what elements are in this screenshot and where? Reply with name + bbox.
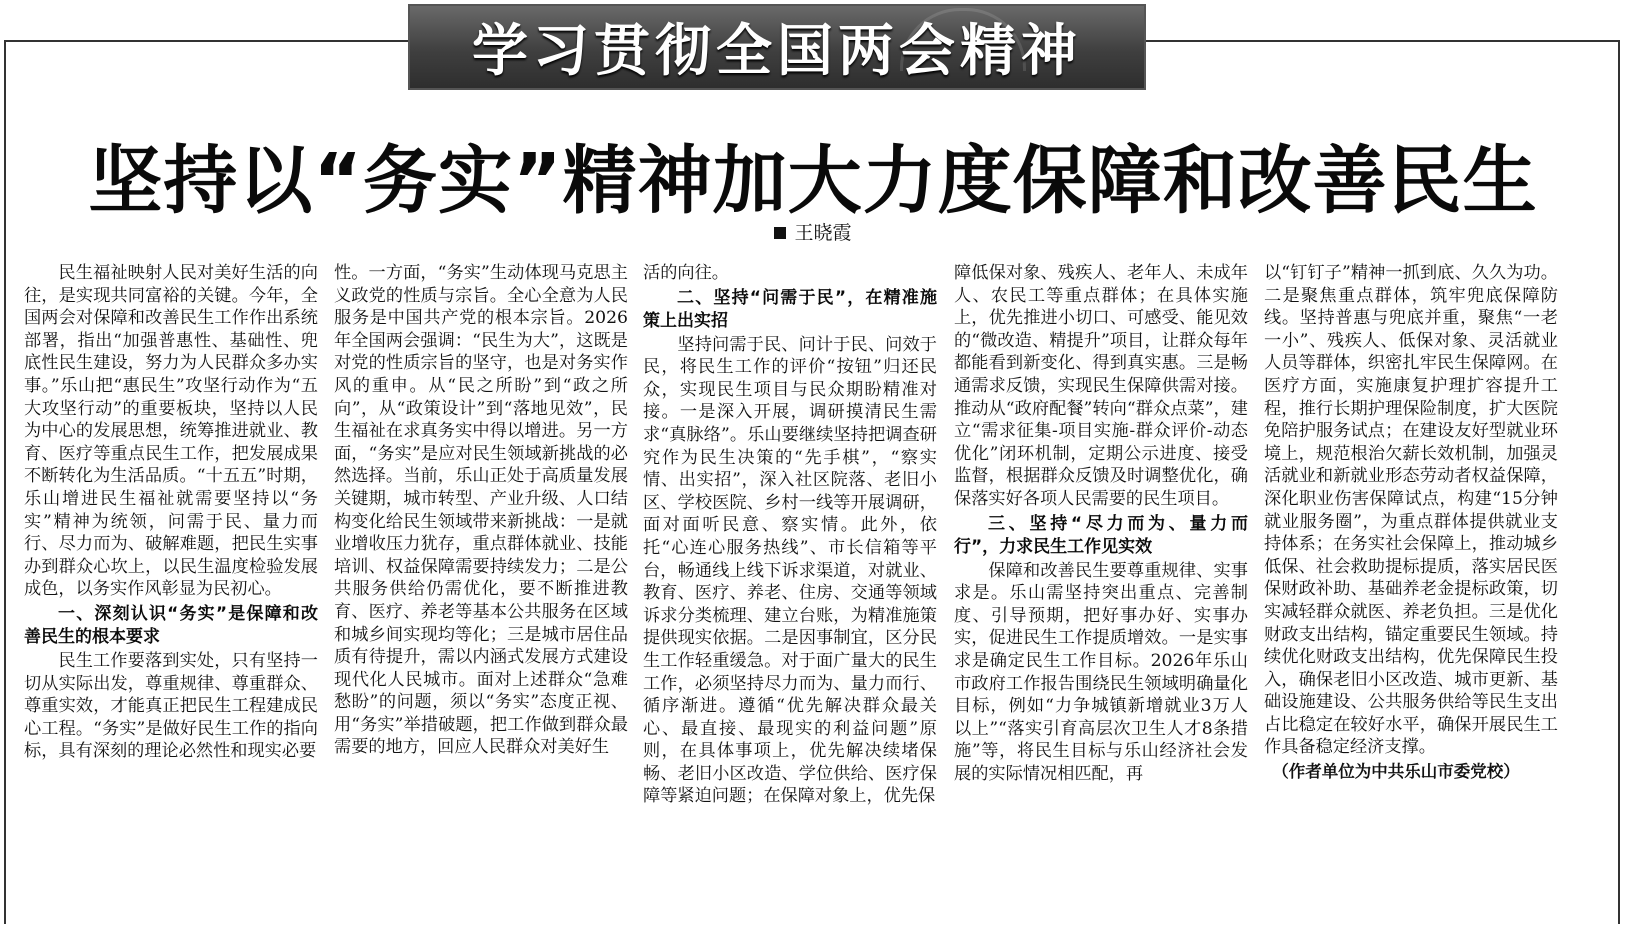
paragraph-continued: 性。一方面，“务实”生动体现马克思主义政党的性质与宗旨。全心全意为人民服务是中国共产党的根本宗旨。2026年全国两会强调：“民生为大”，这既是对党的性质宗旨的坚守，也是对务实作风的重申。从“民之所盼”到“政之所向”，从“政策设计”到“落地见效”，民生福祉在求真务实中得以增进。另一方面，“务实”是应对民生领域新挑战的必然选择。当前，乐山正处于高质量发展关键期，城市转型、产业升级、人口结构变化给民生领域带来新挑战：一是就业增收压力犹存，重点群体就业、技能培训、权益保障需要持续发力；二是公共服务供给仍需优化，要不断推进教育、医疗、养老等基本公共服务在区域和城乡间实现均等化；三是城市居住品质有待提升，需以内涵式发展方式建设现代化人民城市。面对上述群众“急难愁盼”的问题，须以“务实”态度正视、用“务实”举措破题，把工作做到群众最需要的地方，回应人民群众对美好生: [334, 263, 628, 758]
author-affiliation-note: （作者单位为中共乐山市委党校）: [1272, 762, 1520, 782]
byline: [0, 218, 1626, 245]
paragraph: 民生工作要落到实处，只有坚持一切从实际出发，尊重规律、尊重群众、尊重实效，才能真正把民生工程建成民心工程。“务实”是做好民生工作的指向标，具有深刻的理论必然性和现实必要: [24, 650, 318, 762]
section-heading: 一、深刻认识“务实”是保障和改善民生的根本要求: [24, 603, 318, 647]
article-column-3: [643, 262, 937, 902]
article-column-2: [334, 262, 628, 902]
article-column-5: [1264, 262, 1558, 902]
paragraph-continued: 障低保对象、残疾人、老年人、未成年人、农民工等重点群体；在具体实施上，优先推进小切口、可感受、能见效的“微改造、精提升”项目，让群众每年都能看到新变化、得到真实惠。三是畅通需求反馈，实现民生保障供需对接。推动从“政府配餐”转向“群众点菜”，建立“需求征集-项目实施-群众评价-动态优化”闭环机制，定期公示进度、接受监督，根据群众反馈及时调整优化，确保落实好各项人民需要的民生项目。: [954, 263, 1248, 509]
section-heading: 三、坚持“尽力而为、量力而行”，力求民生工作见实效: [954, 513, 1248, 557]
paragraph: 坚持问需于民、问计于民、问效于民，将民生工作的评价“按钮”归还民众，实现民生项目与民众期盼精准对接。一是深入开展，调研摸清民生需求“真脉络”。乐山要继续坚持把调查研究作为民生决策的“先手棋”，“察实情、出实招”，深入社区院落、老旧小区、学校医院、乡村一线等开展调研，面对面听民意、察实情。此外，依托“心连心服务热线”、市长信箱等平台，畅通线上线下诉求渠道，对就业、教育、医疗、养老、住房、交通等领域诉求分类梳理、建立台账，为精准施策提供现实依据。二是因事制宜，区分民生工作轻重缓急。对于面广量大的民生工作，必须坚持尽力而为、量力而行、循序渐进。遵循“优先解决群众最关心、最直接、最现实的利益问题”原则，在具体事项上，优先解决续堵保畅、老旧小区改造、学位供给、医疗保障等紧迫问题；在保障对象上，优先保: [643, 334, 937, 807]
article-headline: 坚持以“务实”精神加大力度保障和改善民生: [88, 138, 1538, 224]
section-banner: [408, 4, 1146, 90]
square-bullet-icon: [774, 227, 786, 239]
paragraph-continued: 以“钉钉子”精神一抓到底、久久为功。二是聚焦重点群体，筑牢兜底保障防线。坚持普惠与兜底并重，聚焦“一老一小”、残疾人、低保对象、灵活就业人员等群体，织密扎牢民生保障网。在医疗方面，实施康复护理扩容提升工程，推行长期护理保险制度，扩大医院免陪护服务试点；在建设友好型就业环境上，规范根治欠薪长效机制，加强灵活就业和新就业形态劳动者权益保障，深化职业伤害保障试点，构建“15分钟就业服务圈”，为重点群体提供就业支持体系；在务实社会保障上，推动城乡低保、社会救助提标提质，落实居民医保财政补助、基础养老金提标政策，切实减轻群众就医、养老负担。三是优化财政支出结构，锚定重要民生领域。持续优化财政支出结构，优先保障民生投入，确保老旧小区改造、城市更新、基础设施建设、公共服务供给等民生支出占比稳定在较好水平，确保开展民生工作具备稳定经济支撑。: [1264, 263, 1558, 758]
paragraph: 保障和改善民生要尊重规律、实事求是。乐山需坚持突出重点、完善制度、引导预期，把好事办好、实事办实，促进民生工作提质增效。一是实事求是确定民生工作目标。2026年乐山市政府工作报告围绕民生领域明确量化目标，例如“力争城镇新增就业3万人以上”“落实引育高层次卫生人才8条措施”等，将民生目标与乐山经济社会发展的实际情况相匹配，再: [954, 560, 1248, 784]
author-name: 王晓霞: [794, 222, 852, 244]
section-heading: 二、坚持“问需于民”，在精准施策上出实招: [643, 287, 937, 331]
banner-title: 学习贯彻全国两会精神: [472, 19, 1082, 84]
article-column-1: [24, 262, 318, 902]
paragraph: 民生福祉映射人民对美好生活的向往，是实现共同富裕的关键。今年，全国两会对保障和改善民生工作作出系统部署，指出“加强普惠性、基础性、兜底性民生建设，努力为人民群众多办实事。”乐山把“惠民生”攻坚行动作为“五大攻坚行动”的重要板块，坚持以人民为中心的发展思想，统筹推进就业、教育、医疗等重点民生工作，把发展成果不断转化为生活品质。“十五五”时期，乐山增进民生福祉就需要坚持以“务实”精神为统领，问需于民、量力而行、尽力而为、破解难题，把民生实事办到群众心坎上，以民生温度检验发展成色，以务实作风彰显为民初心。: [24, 263, 318, 600]
paragraph-continued: 活的向往。: [643, 263, 729, 283]
article-column-4: [954, 262, 1248, 902]
